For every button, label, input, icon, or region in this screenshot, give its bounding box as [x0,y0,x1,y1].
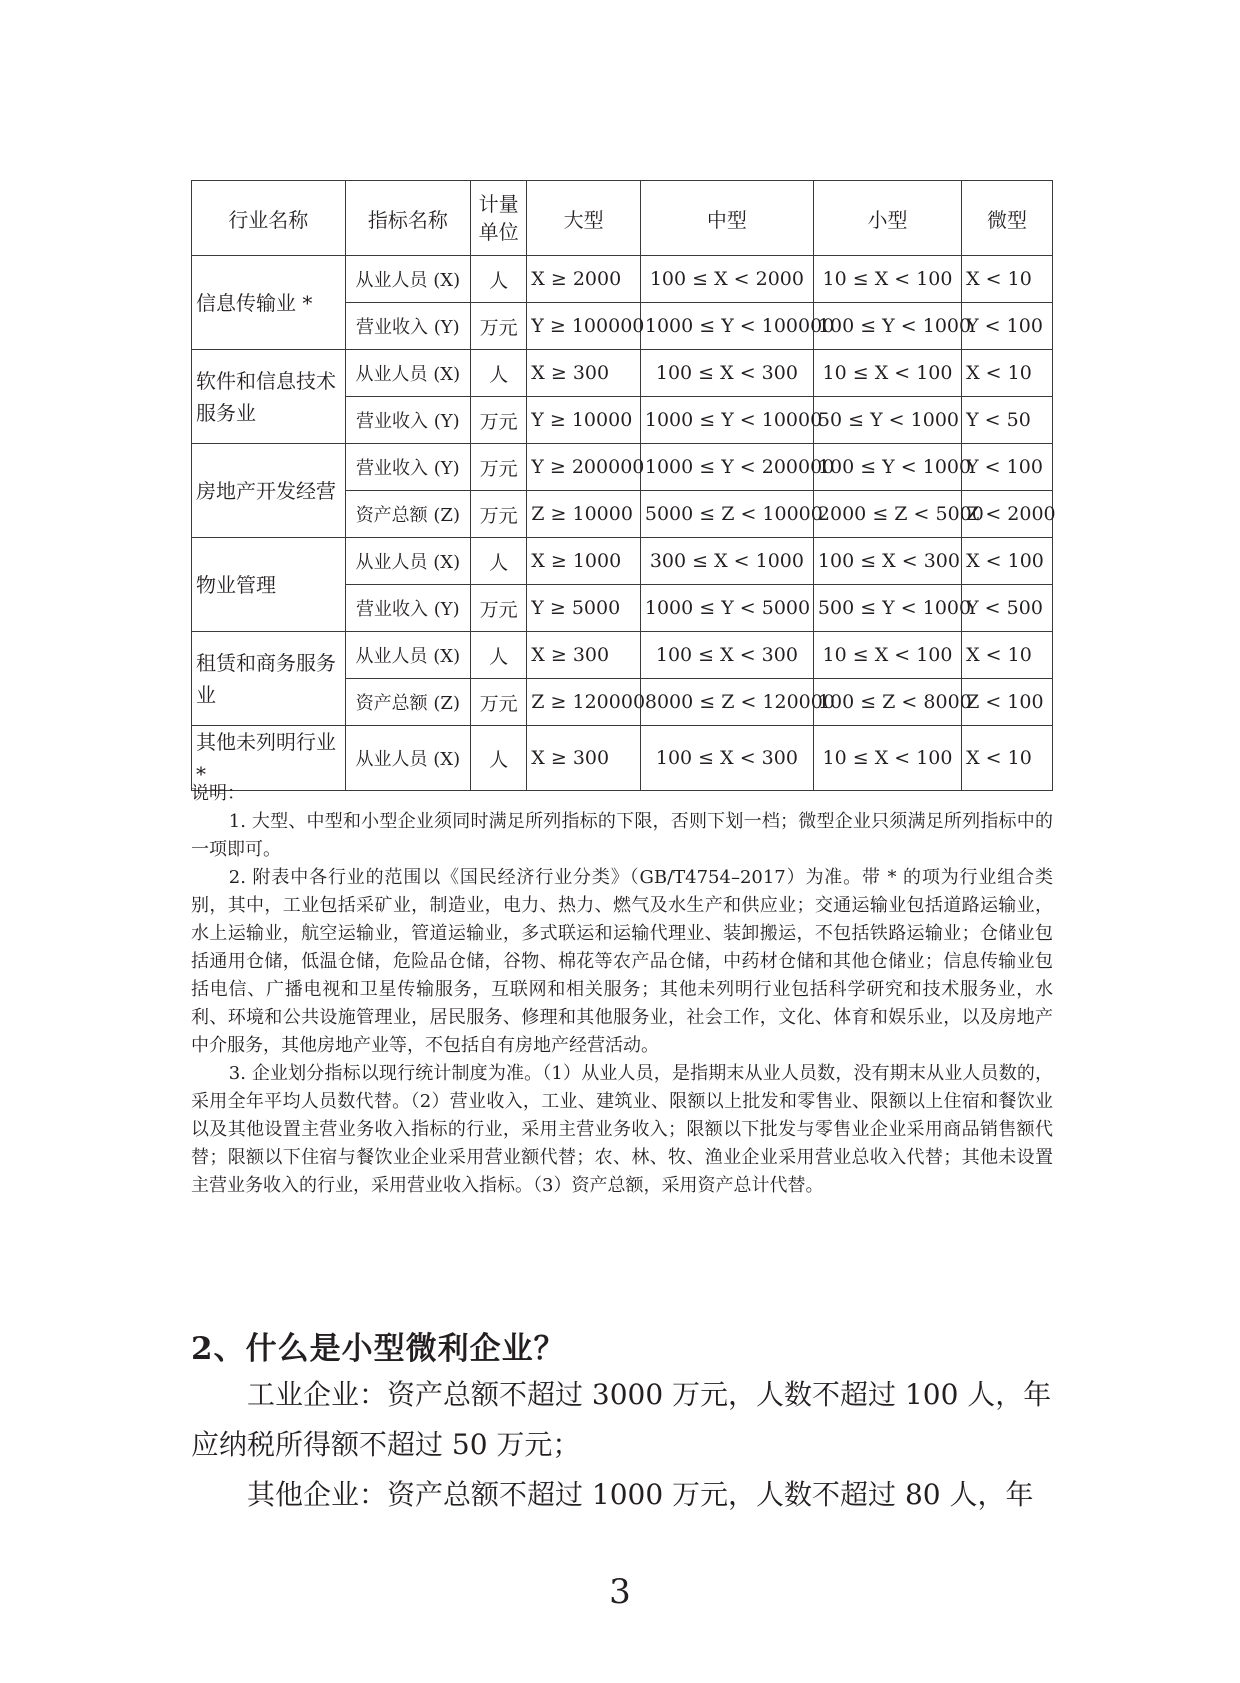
medium-threshold-cell: 100 ≤ X < 2000 [640,256,813,303]
medium-threshold-cell: 1000 ≤ Y < 10000 [640,397,813,444]
unit-cell: 人 [471,350,527,397]
medium-threshold-cell: 100 ≤ X < 300 [640,632,813,679]
medium-threshold-cell: 1000 ≤ Y < 100000 [640,303,813,350]
medium-threshold-cell: 100 ≤ X < 300 [640,350,813,397]
table-row [192,444,1053,491]
table-row [192,350,1053,397]
micro-threshold-cell: X < 10 [962,726,1053,791]
large-threshold-cell: Y ≥ 10000 [527,397,641,444]
small-threshold-cell: 10 ≤ X < 100 [813,256,961,303]
medium-threshold-cell: 1000 ≤ Y < 200000 [640,444,813,491]
industry-name-cell: 房地产开发经营 [192,444,346,538]
micro-threshold-cell: Y < 100 [962,303,1053,350]
indicator-cell: 营业收入 (Y) [345,444,470,491]
medium-threshold-cell: 5000 ≤ Z < 10000 [640,491,813,538]
header-small: 小型 [813,181,961,256]
indicator-cell: 营业收入 (Y) [345,303,470,350]
page-number: 3 [609,1572,631,1612]
section-paragraph-other: 其他企业：资产总额不超过 1000 万元，人数不超过 80 人，年 [247,1478,1034,1511]
indicator-cell: 资产总额 (Z) [345,491,470,538]
unit-cell: 万元 [471,679,527,726]
small-threshold-cell: 100 ≤ Z < 8000 [813,679,961,726]
indicator-cell: 从业人员 (X) [345,538,470,585]
medium-threshold-cell: 1000 ≤ Y < 5000 [640,585,813,632]
header-indicator: 指标名称 [345,181,470,256]
header-unit: 计量单位 [471,181,527,256]
notes-heading: 说明： [191,783,245,804]
unit-cell: 人 [471,632,527,679]
section-paragraph-industrial: 工业企业：资产总额不超过 3000 万元，人数不超过 100 人，年应纳税所得额不超过 50 万元； [191,1378,1052,1461]
header-large: 大型 [527,181,641,256]
large-threshold-cell: Y ≥ 5000 [527,585,641,632]
table-row [192,538,1053,585]
header-medium: 中型 [640,181,813,256]
table-row [192,632,1053,679]
large-threshold-cell: Z ≥ 10000 [527,491,641,538]
indicator-cell: 营业收入 (Y) [345,585,470,632]
section-title: 2、什么是小型微利企业？ [191,1331,566,1367]
micro-threshold-cell: Y < 500 [962,585,1053,632]
header-industry: 行业名称 [192,181,346,256]
indicator-cell: 从业人员 (X) [345,350,470,397]
large-threshold-cell: Z ≥ 120000 [527,679,641,726]
large-threshold-cell: Y ≥ 100000 [527,303,641,350]
micro-threshold-cell: X < 10 [962,632,1053,679]
micro-threshold-cell: X < 10 [962,350,1053,397]
small-threshold-cell: 10 ≤ X < 100 [813,632,961,679]
note-1: 1. 大型、中型和小型企业须同时满足所列指标的下限，否则下划一档；微型企业只须满足所列指标中的一项即可。 [191,811,1053,860]
industry-name-cell: 物业管理 [192,538,346,632]
table-body [192,256,1056,791]
medium-threshold-cell: 300 ≤ X < 1000 [640,538,813,585]
unit-cell: 万元 [471,585,527,632]
large-threshold-cell: X ≥ 300 [527,350,641,397]
micro-threshold-cell: X < 10 [962,256,1053,303]
unit-cell: 万元 [471,303,527,350]
section-body [191,1370,1053,1520]
unit-cell: 万元 [471,397,527,444]
indicator-cell: 营业收入 (Y) [345,397,470,444]
small-threshold-cell: 2000 ≤ Z < 5000 [813,491,961,538]
indicator-cell: 从业人员 (X) [345,726,470,791]
industry-name-cell: 其他未列明行业 * [192,726,346,791]
notes-section [191,780,1053,1200]
industry-name-cell: 软件和信息技术服务业 [192,350,346,444]
header-micro: 微型 [962,181,1053,256]
industry-name-cell: 租赁和商务服务业 [192,632,346,726]
table-header-row [192,181,1053,256]
unit-cell: 人 [471,256,527,303]
industry-name-cell: 信息传输业 * [192,256,346,350]
large-threshold-cell: Y ≥ 200000 [527,444,641,491]
unit-cell: 人 [471,726,527,791]
small-threshold-cell: 50 ≤ Y < 1000 [813,397,961,444]
small-threshold-cell: 10 ≤ X < 100 [813,726,961,791]
enterprise-size-table [191,180,1056,791]
large-threshold-cell: X ≥ 300 [527,632,641,679]
micro-threshold-cell: Z < 2000 [962,491,1053,538]
micro-threshold-cell: Y < 50 [962,397,1053,444]
medium-threshold-cell: 8000 ≤ Z < 120000 [640,679,813,726]
indicator-cell: 从业人员 (X) [345,256,470,303]
note-3: 3. 企业划分指标以现行统计制度为准。（1）从业人员，是指期末从业人员数，没有期末从业人员数的，采用全年平均人员数代替。（2）营业收入，工业、建筑业、限额以上批发和零售业、限额以上住宿和餐饮业以及其他设置主营业务收入指标的行业，采用主营业务收入；限额以下批发与零售业企业采用商品销售额代替；限额以下住宿与餐饮业企业采用营业额代替；农、林、牧、渔业企业采用营业总收入代替；其他未设置主营业务收入的行业，采用营业收入指标。（3）资产总额，采用资产总计代替。 [191,1063,1053,1196]
unit-cell: 万元 [471,491,527,538]
small-threshold-cell: 100 ≤ Y < 1000 [813,444,961,491]
small-threshold-cell: 100 ≤ X < 300 [813,538,961,585]
small-threshold-cell: 100 ≤ Y < 1000 [813,303,961,350]
medium-threshold-cell: 100 ≤ X < 300 [640,726,813,791]
note-2: 2. 附表中各行业的范围以《国民经济行业分类》（GB/T4754–2017）为准。带 * 的项为行业组合类别，其中，工业包括采矿业，制造业，电力、热力、燃气及水生产和供应业；交通运输业包括道路运输业，水上运输业，航空运输业，管道运输业，多式联运和运输代理业、装卸搬运，不包括铁路运输业；仓储业包括通用仓储，低温仓储，危险品仓储，谷物、棉花等农产品仓储，中药材仓储和其他仓储业；信息传输业包括电信、广播电视和卫星传输服务，互联网和相关服务；其他未列明行业包括科学研究和技术服务业，水利、环境和公共设施管理业，居民服务、修理和其他服务业，社会工作，文化、体育和娱乐业，以及房地产中介服务，其他房地产业等，不包括自有房地产经营活动。 [191,867,1053,1056]
small-threshold-cell: 10 ≤ X < 100 [813,350,961,397]
large-threshold-cell: X ≥ 1000 [527,538,641,585]
small-threshold-cell: 500 ≤ Y < 1000 [813,585,961,632]
large-threshold-cell: X ≥ 300 [527,726,641,791]
large-threshold-cell: X ≥ 2000 [527,256,641,303]
table-row [192,256,1053,303]
indicator-cell: 资产总额 (Z) [345,679,470,726]
micro-threshold-cell: X < 100 [962,538,1053,585]
indicator-cell: 从业人员 (X) [345,632,470,679]
unit-cell: 人 [471,538,527,585]
unit-cell: 万元 [471,444,527,491]
micro-threshold-cell: Z < 100 [962,679,1053,726]
micro-threshold-cell: Y < 100 [962,444,1053,491]
